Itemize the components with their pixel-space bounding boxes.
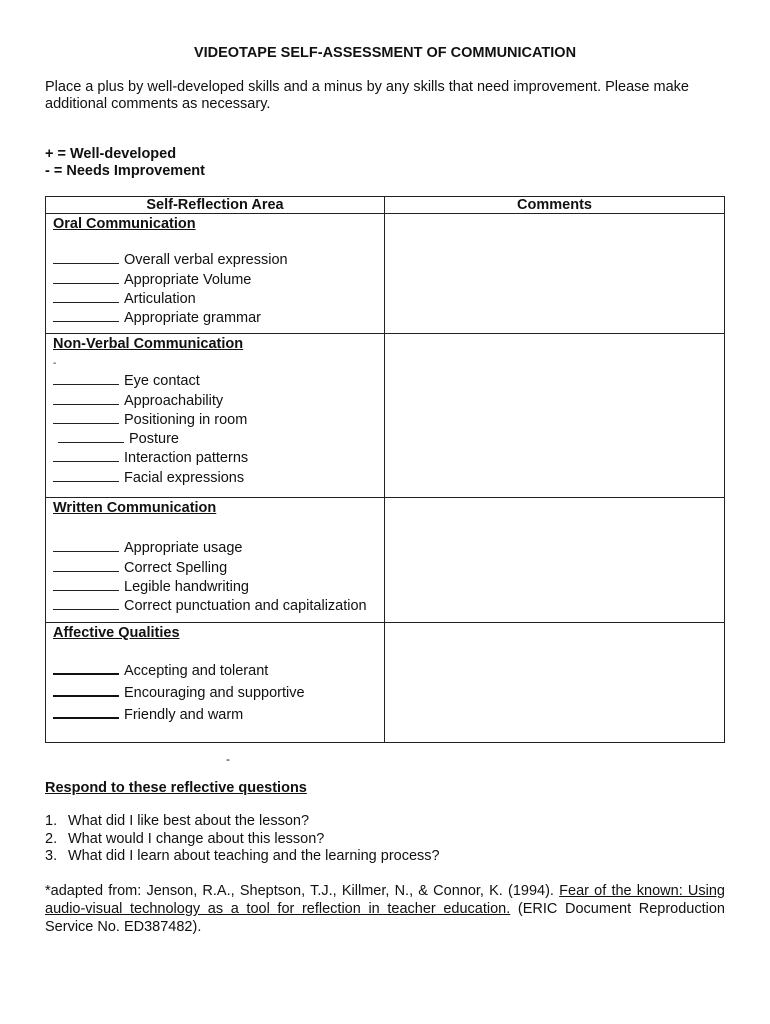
skill-label: Appropriate grammar xyxy=(124,310,261,327)
comments-cell-nonverbal[interactable] xyxy=(385,334,725,498)
section-heading-written: Written Communication xyxy=(53,500,217,516)
skill-label: Positioning in room xyxy=(124,411,248,428)
list-item xyxy=(53,538,384,557)
skill-label: Approachability xyxy=(124,392,224,409)
rating-blank[interactable] xyxy=(53,410,119,424)
section-heading-affective: Affective Qualities xyxy=(53,625,180,641)
list-item xyxy=(53,448,384,467)
skill-label: Correct Spelling xyxy=(124,559,228,576)
area-cell-written xyxy=(46,498,385,623)
rating-blank[interactable] xyxy=(53,289,119,303)
list-item xyxy=(53,468,384,487)
citation-title: Fear of the known: Using audio-visual technology as a tool for reflection in teacher education. xyxy=(45,883,725,917)
skill-label: Appropriate Volume xyxy=(124,271,252,288)
rating-blank[interactable] xyxy=(53,448,119,462)
list-item xyxy=(53,660,384,682)
skill-label: Eye contact xyxy=(124,373,200,390)
list-item xyxy=(45,813,440,831)
list-item xyxy=(53,250,384,269)
rating-blank[interactable] xyxy=(53,468,119,482)
skill-label: Legible handwriting xyxy=(124,578,249,595)
skill-label: Articulation xyxy=(124,290,196,307)
list-item xyxy=(53,391,384,410)
comments-cell-affective[interactable] xyxy=(385,623,725,743)
reflective-questions-heading: Respond to these reflective questions xyxy=(45,780,307,796)
list-item xyxy=(53,289,384,308)
skill-label: Accepting and tolerant xyxy=(124,663,269,679)
stray-mark: - xyxy=(53,358,57,370)
table-row xyxy=(46,214,725,334)
legend-plus: + = Well-developed xyxy=(45,146,177,162)
rating-blank[interactable] xyxy=(53,558,119,572)
skill-label: Appropriate usage xyxy=(124,540,243,557)
list-item xyxy=(53,558,384,577)
area-cell-oral xyxy=(46,214,385,334)
skill-label: Posture xyxy=(129,431,179,448)
list-item xyxy=(53,371,384,390)
skill-label: Encouraging and supportive xyxy=(124,685,305,701)
rating-blank[interactable] xyxy=(53,704,119,719)
rating-blank[interactable] xyxy=(53,660,119,675)
list-item xyxy=(53,596,384,615)
list-item xyxy=(53,308,384,327)
table-row xyxy=(46,334,725,498)
rating-blank[interactable] xyxy=(53,577,119,591)
table-row xyxy=(46,498,725,623)
rating-blank[interactable] xyxy=(53,250,119,264)
area-cell-nonverbal xyxy=(46,334,385,498)
rating-blank[interactable] xyxy=(53,596,119,610)
legend-minus: - = Needs Improvement xyxy=(45,163,205,179)
comments-cell-written[interactable] xyxy=(385,498,725,623)
skill-label: Correct punctuation and capitalization xyxy=(124,598,367,615)
reflective-questions-list xyxy=(45,813,440,866)
rating-legend xyxy=(45,146,205,180)
skill-label: Facial expressions xyxy=(124,469,245,486)
list-item xyxy=(53,270,384,289)
list-item xyxy=(53,682,384,704)
list-item xyxy=(53,429,384,448)
skill-label: Interaction patterns xyxy=(124,450,249,467)
question-number: 3. xyxy=(45,848,58,864)
instructions-text: Place a plus by well-developed skills and a minus by any skills that need improvement. Please make additional comments as necessary. xyxy=(45,79,689,112)
list-item xyxy=(53,704,384,726)
stray-dash: - xyxy=(226,752,230,766)
document-title: VIDEOTAPE SELF-ASSESSMENT OF COMMUNICATION xyxy=(193,45,577,61)
section-heading-oral: Oral Communication xyxy=(53,216,196,232)
rating-blank[interactable] xyxy=(53,391,119,405)
section-heading-nonverbal: Non-Verbal Communication xyxy=(53,336,244,352)
rating-blank[interactable] xyxy=(58,429,124,443)
table-row xyxy=(46,623,725,743)
list-item xyxy=(45,831,440,849)
rating-blank[interactable] xyxy=(53,682,119,697)
question-text: What would I change about this lesson? xyxy=(68,830,325,847)
skill-label: Friendly and warm xyxy=(124,707,244,723)
citation xyxy=(45,882,725,936)
list-item xyxy=(53,577,384,596)
assessment-table xyxy=(45,196,725,743)
rating-blank[interactable] xyxy=(53,270,119,284)
area-cell-affective xyxy=(46,623,385,743)
comments-cell-oral[interactable] xyxy=(385,214,725,334)
list-item xyxy=(53,410,384,429)
question-text: What did I learn about teaching and the learning process? xyxy=(68,848,440,864)
question-number: 1. xyxy=(45,813,58,829)
list-item xyxy=(45,848,440,866)
citation-lead: *adapted from: Jenson, R.A., Sheptson, T.J., Killmer, N., & Connor, K. (1994). xyxy=(45,883,560,899)
table-header-row xyxy=(46,197,725,214)
question-number: 2. xyxy=(45,830,58,847)
skill-label: Overall verbal expression xyxy=(124,252,288,269)
header-comments: Comments xyxy=(385,197,725,214)
rating-blank[interactable] xyxy=(53,308,119,322)
rating-blank[interactable] xyxy=(53,538,119,552)
rating-blank[interactable] xyxy=(53,371,119,385)
header-self-reflection-area: Self-Reflection Area xyxy=(46,197,385,214)
citation-tail: (ERIC Document Reproduction Service No. ED387482). xyxy=(45,901,725,935)
question-text: What did I like best about the lesson? xyxy=(68,813,310,829)
